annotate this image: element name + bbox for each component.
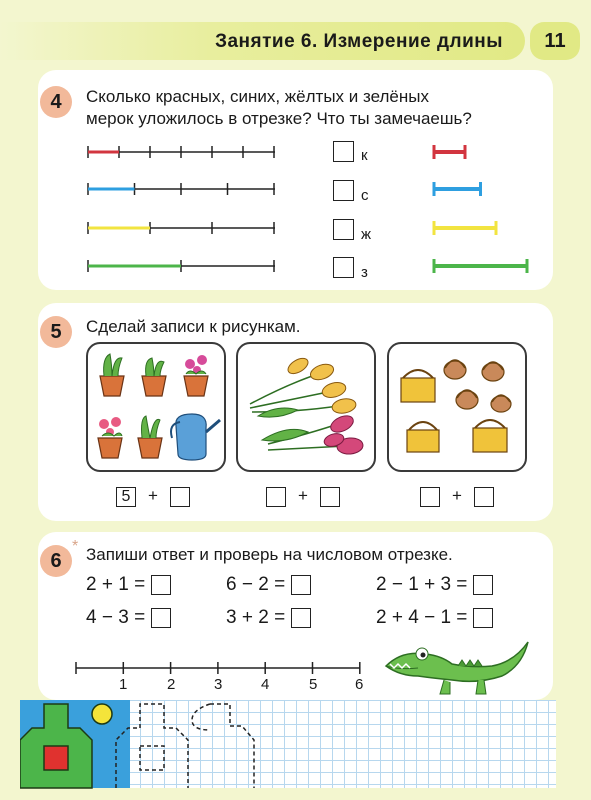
grid-shapes [20, 700, 320, 790]
number-line-label-5: 5 [309, 676, 318, 693]
equation-1-answer-box[interactable] [151, 575, 171, 595]
equation-3-answer-box[interactable] [291, 575, 311, 595]
equation-3-text: 6 − 2 = [226, 574, 286, 595]
equation-4 [226, 607, 311, 629]
equation-5-answer-box[interactable] [473, 575, 493, 595]
picture-baskets [387, 342, 527, 472]
task-4-number: 4 [40, 86, 72, 118]
number-line-label-3: 3 [214, 676, 223, 693]
answer-box-green[interactable] [333, 257, 354, 278]
reference-measure-с [434, 182, 481, 196]
plus-sign-1: + [148, 486, 158, 505]
answer-box-blue[interactable] [333, 180, 354, 201]
equation-4-text: 3 + 2 = [226, 607, 286, 628]
task-6-number: 6 [40, 545, 72, 577]
equation-6 [376, 607, 493, 629]
crocodile-icon [382, 636, 532, 698]
tulips-icon [238, 344, 374, 470]
equation-2-answer-box[interactable] [151, 608, 171, 628]
yellow-circle-shape [92, 704, 112, 724]
label-yellow: ж [361, 226, 372, 243]
sample-answer-box: 5 [116, 487, 136, 507]
label-green: з [361, 264, 368, 281]
plus-sign-2: + [298, 486, 308, 505]
picture-flower-pots [86, 342, 226, 472]
number-line-label-4: 4 [261, 676, 270, 693]
flower-pots-icon [88, 344, 224, 470]
segments-diagram [0, 0, 591, 300]
equation-4-answer-box[interactable] [291, 608, 311, 628]
dashed-circle-shape [192, 704, 210, 730]
task-5-number: 5 [40, 316, 72, 348]
answer-box-5-3a[interactable] [420, 487, 440, 507]
equation-2 [86, 607, 171, 629]
task-4-text-line1: Сколько красных, синих, жёлтых и зелёных [86, 87, 429, 106]
dashed-house-shape-2 [210, 704, 254, 788]
picture-tulips [236, 342, 376, 472]
equation-5 [376, 574, 493, 596]
task-6-text: Запиши ответ и проверь на числовом отрезке. [86, 545, 453, 564]
answer-box-red[interactable] [333, 141, 354, 162]
equation-6-text: 2 + 4 − 1 = [376, 607, 468, 628]
equation-1 [86, 574, 171, 596]
answer-box-5-1b[interactable] [170, 487, 190, 507]
answer-box-5-2a[interactable] [266, 487, 286, 507]
equation-6-answer-box[interactable] [473, 608, 493, 628]
equation-5-text: 2 − 1 + 3 = [376, 574, 468, 595]
task-4-text-line2: мерок уложилось в отрезке? Что ты замечаешь? [86, 109, 472, 128]
plus-sign-3: + [452, 486, 462, 505]
reference-measure-к [434, 145, 465, 159]
label-red: к [361, 147, 368, 164]
answer-box-yellow[interactable] [333, 219, 354, 240]
reference-measure-з [434, 259, 527, 273]
number-line-label-2: 2 [167, 676, 176, 693]
task-5-text: Сделай записи к рисункам. [86, 317, 301, 336]
number-line-label-1: 1 [119, 676, 128, 693]
equation-1-text: 2 + 1 = [86, 574, 146, 595]
label-blue: с [361, 187, 369, 204]
number-line-label-6: 6 [355, 676, 364, 693]
star-mark: * [72, 538, 79, 555]
baskets-icon [389, 344, 525, 470]
equation-3 [226, 574, 311, 596]
answer-box-5-2b[interactable] [320, 487, 340, 507]
lesson-title: Занятие 6. Измерение длины [215, 31, 503, 52]
reference-measure-ж [434, 221, 496, 235]
answer-box-5-3b[interactable] [474, 487, 494, 507]
equation-2-text: 4 − 3 = [86, 607, 146, 628]
dashed-square-shape [140, 746, 164, 770]
page-number: 11 [530, 22, 580, 60]
red-square-shape [44, 746, 68, 770]
